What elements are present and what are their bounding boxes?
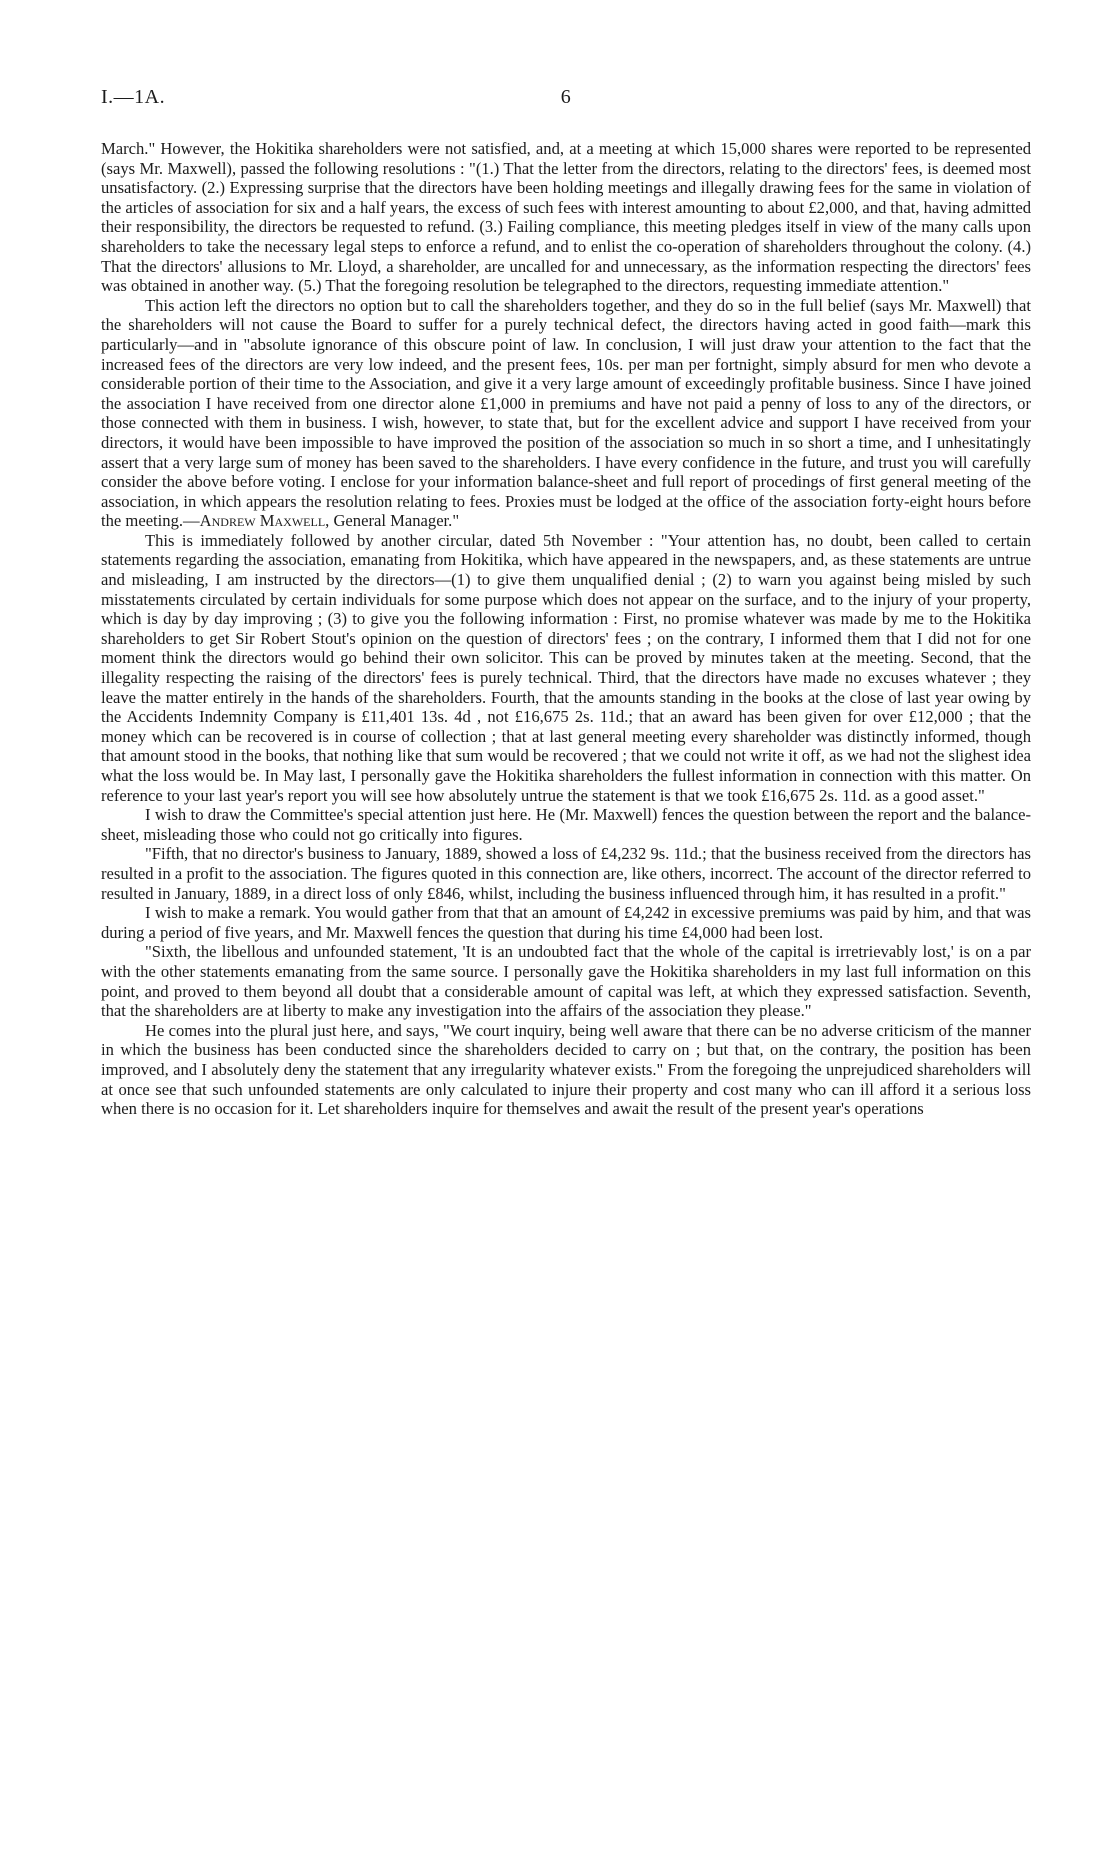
page-number: 6 xyxy=(560,86,572,108)
running-header xyxy=(101,86,1031,116)
paragraph-text: This action left the directors no option but to call the shareholders together, and they do so in the full belief (says Mr. Maxwell) that the shareholders will not cause the Board to suffer for a purely technical defect, the directors having acted in good faith—mark this particularly—and in "absolute ignorance of this obscure point of law. In conclusion, I will just draw your attention to the fact that the increased fees of the directors are very low indeed, and the present fees, 10s. per man per fortnight, simply absurd for men who devote a considerable portion of their time to the Association, and give it a very large amount of exceedingly profitable business. Since I have joined the association I have received from one director alone £1,000 in premiums and have not paid a penny of loss to any of the directors, or those connected with them in business. I wish, however, to state that, but for the excellent advice and support I have received from your directors, it would have been impossible to have improved the position of the association so much in so short a time, and I unhesitatingly assert that a very large sum of money has been saved to the shareholders. I have every confidence in the future, and trust you will carefully consider the above before voting. I enclose for your information balance-sheet and full report of procedings of first general meeting of the association, in which appears the resolution relating to fees. Proxies must be lodged at the office of the association forty-eight hours before the meeting.— xyxy=(101,295,1031,531)
paragraph-remark: I wish to make a remark. You would gather from that that an amount of £4,242 in excessive premiums was paid by him, and that was during a period of five years, and Mr. Maxwell fences the question that during his time £4,000 had been lost. xyxy=(101,903,1031,942)
document-reference: I.—1A. xyxy=(101,86,166,108)
paragraph-resolutions: March." However, the Hokitika shareholders were not satisfied, and, at a meeting at which 15,000 shares were reported to be represented (says Mr. Maxwell), passed the following resolutions : "(1.) That the letter from the directors, relating to the directors' fees, is deemed most unsatisfactory. (2.) Expressing surprise that the directors have been holding meetings and illegally drawing fees for the same in violation of the articles of association for six and a half years, the excess of such fees with interest amounting to about £2,000, and that, having admitted their responsibility, the directors be requested to refund. (3.) Failing compliance, this meeting pledges itself in view of the many calls upon shareholders to take the necessary legal steps to enforce a refund, and to enlist the co-operation of shareholders throughout the colony. (4.) That the directors' allusions to Mr. Lloyd, a shareholder, are uncalled for and unnecessary, as the information respecting the directors' fees was obtained in another way. (5.) That the foregoing resolution be telegraphed to the directors, requesting immediate attention." xyxy=(101,139,1031,296)
paragraph-court-inquiry: He comes into the plural just here, and says, "We court inquiry, being well aware that there can be no adverse criticism of the manner in which the business has been conducted since the shareholders decided to carry on ; but that, on the contrary, the position has been improved, and I absolutely deny the statement that any irregularity whatever exists." From the foregoing the unprejudiced shareholders will at once see that such unfounded statements are only calculated to injure their property and cost many who can ill afford it a serious loss when there is no occasion for it. Let shareholders inquire for themselves and await the result of the present year's operations xyxy=(101,1020,1031,1119)
signature-title: , General Manager." xyxy=(325,511,460,531)
paragraph-november-circular: This is immediately followed by another circular, dated 5th November : "Your attention has, no doubt, been called to certain statements regarding the association, emanating from Hokitika, which have appeared in the newspapers, and, as these statements are untrue and misleading, I am instructed by the directors—(1) to give them unqualified denial ; (2) to warn you against being misled by such misstatements circulated by certain individuals for some purpose which does not appear on the surface, and to the injury of your property, which is day by day improving ; (3) to give you the following information : First, no promise whatever was made by me to the Hokitika shareholders to get Sir Robert Stout's opinion on the question of directors' fees ; on the contrary, I informed them that I did not for one moment think the directors would go behind their own solicitor. This can be proved by minutes taken at the meeting. Second, that the illegality respecting the raising of the directors' fees is purely technical. Third, that the directors have made no excuses whatever ; they leave the matter entirely in the hands of the shareholders. Fourth, that the amounts standing in the books at the close of last year owing by the Accidents Indemnity Company is £11,401 13s. 4d , not £16,675 2s. 11d.; that an award has been given for over £12,000 ; that the money which can be recovered is in course of collection ; that at last general meeting every shareholder was distinctly informed, though that amount stood in the books, that nothing like that sum would be recovered ; that we could not write it off, as we had not the slighest idea what the loss would be. In May last, I personally gave the Hokitika shareholders the fullest information in connection with this matter. On reference to your last year's report you will see how absolutely untrue the statement is that we took £16,675 2s. 11d. as a good asset." xyxy=(101,530,1031,805)
signature-name: Andrew Maxwell xyxy=(199,511,326,531)
paragraph-fifth-point: "Fifth, that no director's business to January, 1889, showed a loss of £4,232 9s. 11d.; that the business received from the directors has resulted in a profit to the association. The figures quoted in this connection are, like others, incorrect. The account of the director referred to resulted in January, 1889, in a direct loss of only £846, whilst, including the business influenced through him, it has resulted in a profit." xyxy=(101,844,1031,903)
paragraph-sixth-seventh-points: "Sixth, the libellous and unfounded statement, 'It is an undoubted fact that the whole of the capital is irretrievably lost,' is on a par with the other statements emanating from the same source. I personally gave the Hokitika shareholders in my last full information on this point, and proved to them beyond all doubt that a considerable amount of capital was left, at which they expressed satisfaction. Seventh, that the shareholders are at liberty to make any investigation into the affairs of the association they please." xyxy=(101,942,1031,1021)
body-text xyxy=(101,139,1031,1119)
paragraph-committee-attention: I wish to draw the Committee's special attention just here. He (Mr. Maxwell) fences the question between the report and the balance-sheet, misleading those who could not go critically into figures. xyxy=(101,805,1031,844)
paragraph-maxwell-letter xyxy=(101,296,1031,531)
